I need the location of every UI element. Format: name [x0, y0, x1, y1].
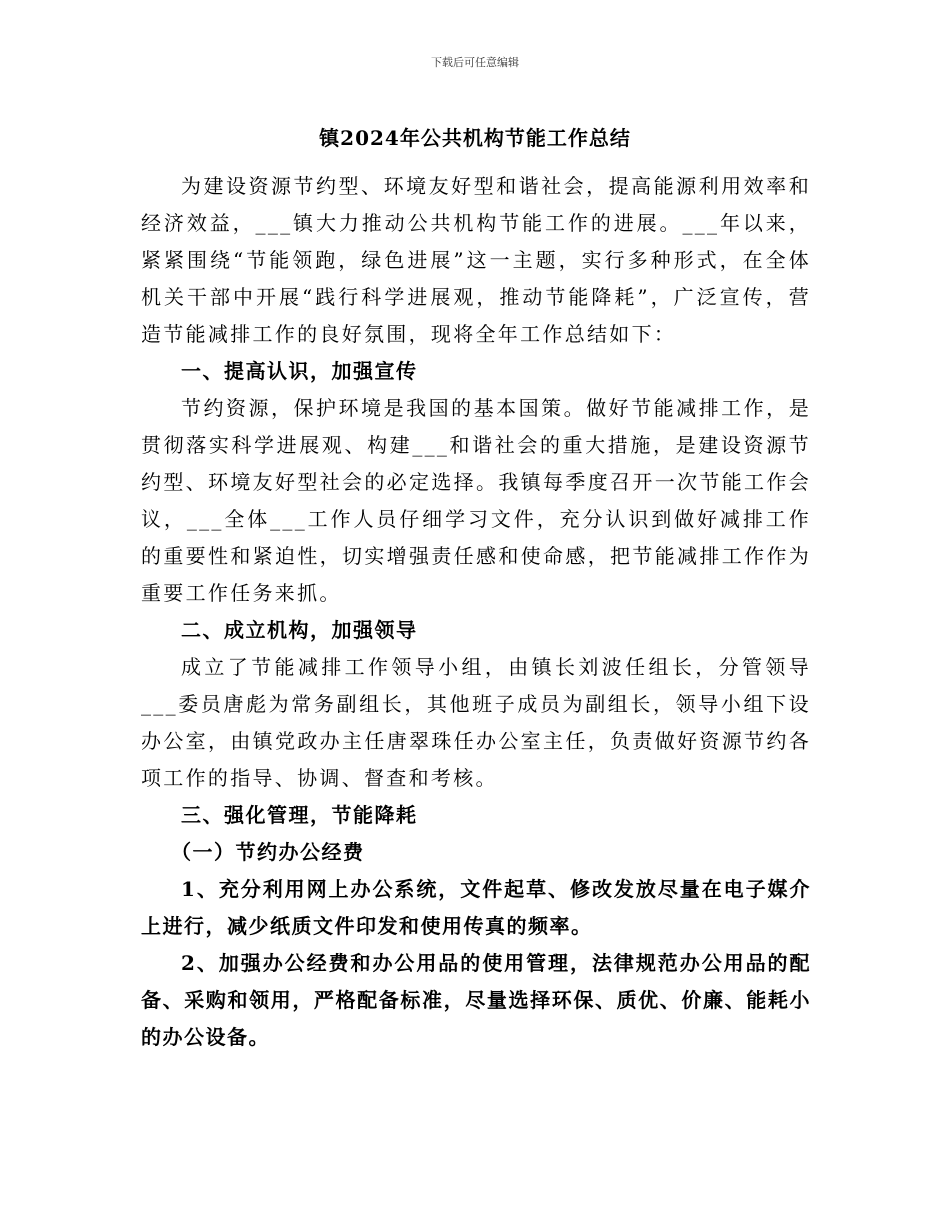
section-heading-3: 三、强化管理，节能降耗 — [181, 803, 418, 827]
section-heading-2: 二、成立机构，加强领导 — [181, 618, 418, 642]
document-body — [141, 168, 811, 1056]
intro-paragraph: 为建设资源节约型、环境友好型和谐社会，提高能源利用效率和经济效益，___镇大力推动公共机构节能工作的进展。___年以来，紧紧围绕“节能领跑，绿色进展”这一主题，实行多种形式，在全体机关干部中开展“践行科学进展观，推动节能降耗”，广泛宣传，营造节能减排工作的良好氛围，现将全年工作总结如下： — [141, 174, 811, 346]
document-title: 镇2024年公共机构节能工作总结 — [319, 126, 631, 150]
list-item-2: 2、加强办公经费和办公用品的使用管理，法律规范办公用品的配备、采购和领用，严格配备标准，尽量选择环保、质优、价廉、能耗小的办公设备。 — [141, 951, 811, 1049]
section-1-paragraph: 节约资源，保护环境是我国的基本国策。做好节能减排工作，是贯彻落实科学进展观、构建___和谐社会的重大措施，是建设资源节约型、环境友好型社会的必定选择。我镇每季度召开一次节能工作会议，___全体___工作人员仔细学习文件，充分认识到做好减排工作的重要性和紧迫性，切实增强责任感和使命感，把节能减排工作作为重要工作任务来抓。 — [141, 396, 811, 605]
header-note: 下载后可任意编辑 — [431, 56, 519, 69]
section-heading-1: 一、提高认识，加强宣传 — [181, 359, 418, 383]
section-2-paragraph: 成立了节能减排工作领导小组，由镇长刘波任组长，分管领导___委员唐彪为常务副组长，其他班子成员为副组长，领导小组下设办公室，由镇党政办主任唐翠珠任办公室主任，负责做好资源节约各项工作的指导、协调、督查和考核。 — [141, 655, 811, 790]
subsection-heading-3-1: （一）节约办公经费 — [171, 840, 365, 864]
list-item-1: 1、充分利用网上办公系统，文件起草、修改发放尽量在电子媒介上进行，减少纸质文件印发和使用传真的频率。 — [141, 877, 811, 938]
